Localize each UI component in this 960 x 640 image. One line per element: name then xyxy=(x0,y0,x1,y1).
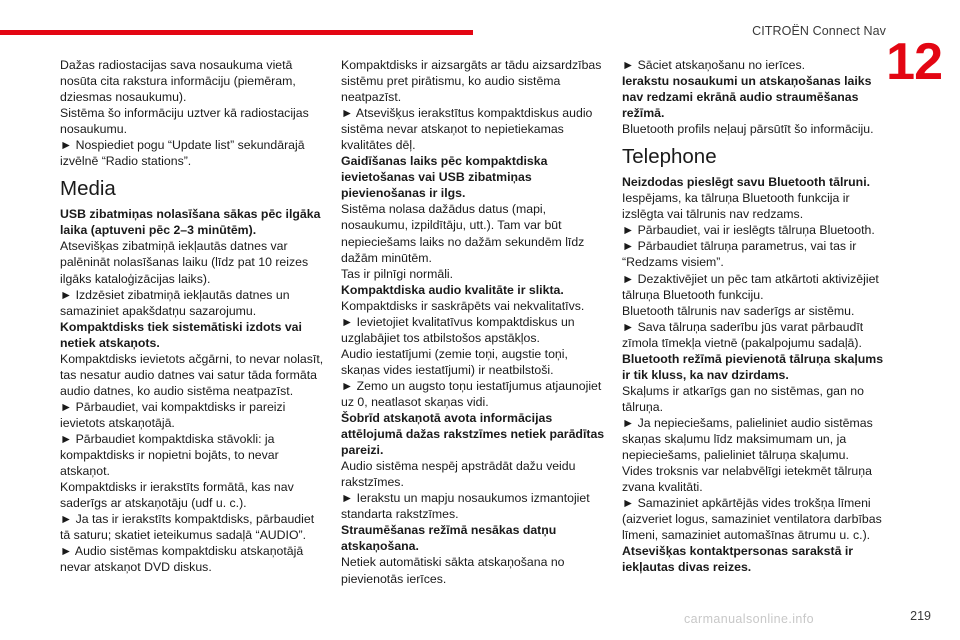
text-line: Kompaktdisks ir ierakstīts formātā, kas nav xyxy=(60,480,294,495)
text-line: palēnināt nolasīšanas laiku (līdz pat 10 reizes xyxy=(60,255,309,270)
text-column-1 xyxy=(60,57,325,575)
text-line: dziesmas nosaukumu). xyxy=(60,90,187,105)
watermark: carmanualsonline.info xyxy=(684,612,815,626)
bold-text-line: Straumēšanas režīmā nesākas datņu xyxy=(341,523,557,538)
text-line: Tas ir pilnīgi normāli. xyxy=(341,266,454,281)
text-line: ► Pārbaudiet tālruņa parametrus, vai tas ir xyxy=(622,239,857,254)
text-line: līmeni, samaziniet automašīnas ātrumu u. c.). xyxy=(622,528,871,543)
text-line: Vides troksnis var nelabvēlīgi ietekmēt tālruņa xyxy=(622,464,872,479)
text-line: Kompaktdisks ievietots ačgārni, to nevar nolasīt, xyxy=(60,351,324,366)
text-line: ► Zemo un augsto toņu iestatījumus atjaunojiet xyxy=(341,378,602,393)
text-line: Audio sistēma nespēj apstrādāt dažu veidu xyxy=(341,459,576,474)
text-column-2 xyxy=(341,57,606,587)
text-line: Kompaktdisks ir aizsargāts ar tādu aizsardzības xyxy=(341,58,602,72)
text-line: izvēlnē “Radio stations”. xyxy=(60,154,192,169)
top-accent-rule xyxy=(0,30,473,35)
text-line: sistēmu pret pirātismu, ko audio sistēma xyxy=(341,74,561,89)
text-line: ► Nospiediet pogu “Update list” sekundārajā xyxy=(60,138,305,153)
section-heading: Telephone xyxy=(622,145,717,169)
text-line: ► Ierakstu un mapju nosaukumos izmantojiet xyxy=(341,491,590,506)
text-line: tālruņa Bluetooth funkciju. xyxy=(622,287,764,302)
text-line: nepieciešams, palieliniet tālruņa skaļumu. xyxy=(622,448,849,463)
text-line: Dažas radiostacijas sava nosaukuma vietā xyxy=(60,58,293,72)
text-line: standarta rakstzīmes. xyxy=(341,507,459,522)
text-line: Skaļums ir atkarīgs gan no sistēmas, gan no xyxy=(622,383,864,398)
text-line: neatpazīst. xyxy=(341,90,402,105)
bold-text-line: Ierakstu nosaukumi un atskaņošanas laiks xyxy=(622,74,872,89)
bold-text-line: Kompaktdisks tiek sistemātiski izdots vai xyxy=(60,319,302,334)
text-line: nosaukumu. xyxy=(60,122,127,137)
chapter-number: 12 xyxy=(886,33,942,91)
text-line: skaņas skaļumu līdz maksimumam un, ja xyxy=(622,431,847,446)
text-line: audio datnes, ko audio sistēma neatpazīst. xyxy=(60,383,294,398)
text-line: Audio iestatījumi (zemie toņi, augstie toņi, xyxy=(341,346,568,361)
text-line: nosūta cita rakstura informāciju (piemēram, xyxy=(60,74,296,89)
text-line: ► Izdzēsiet zibatmiņā iekļautās datnes un xyxy=(60,287,290,302)
text-line: ► Samaziniet apkārtējās vides trokšņa līmeni xyxy=(622,496,871,511)
text-line: Sistēma šo informāciju uztver kā radiostacijas xyxy=(60,106,309,121)
text-line: kvalitātes dēļ. xyxy=(341,138,416,153)
text-line: (aizveriet logus, samaziniet ventilatora darbības xyxy=(622,512,882,527)
bold-text-line: ievietošanas vai USB zibatmiņas xyxy=(341,170,532,185)
text-column-3 xyxy=(622,57,892,575)
text-line: samaziniet apakšdatņu sazarojumu. xyxy=(60,303,257,318)
text-line: pievienotās ierīces. xyxy=(341,571,447,586)
bold-text-line: režīmā. xyxy=(622,106,665,121)
text-line: ► Audio sistēmas kompaktdisku atskaņotājā xyxy=(60,544,304,559)
text-line: Sistēma nolasa dažādus datus (mapi, xyxy=(341,202,547,217)
running-head: CITROËN Connect Nav xyxy=(752,24,886,38)
text-line: ► Sāciet atskaņošanu no ierīces. xyxy=(622,58,806,72)
bold-text-line: USB zibatmiņas nolasīšana sākas pēc ilgāka xyxy=(60,207,321,222)
bold-text-line: Bluetooth režīmā pievienotā tālruņa skaļums xyxy=(622,351,884,366)
text-line: tas nesatur audio datnes vai satur tāda formāta xyxy=(60,367,318,382)
bold-text-line: Neizdodas pieslēgt savu Bluetooth tālruni. xyxy=(622,175,871,190)
text-line: tālruņa. xyxy=(622,399,664,414)
text-line: ► Ja nepieciešams, palieliniet audio sistēmas xyxy=(622,415,873,430)
text-line: ► Atsevišķus ierakstītus kompaktdiskus audio xyxy=(341,106,593,121)
text-line: Kompaktdisks ir saskrāpēts vai nekvalitatīvs. xyxy=(341,298,585,313)
text-line: ► Sava tālruņa saderību jūs varat pārbaudīt xyxy=(622,319,864,334)
text-line: sistēma nevar atskaņot to nepietiekamas xyxy=(341,122,564,137)
bold-text-line: netiek atskaņots. xyxy=(60,335,160,350)
text-line: “Redzams visiem”. xyxy=(622,255,724,270)
text-line: Bluetooth profils neļauj pārsūtīt šo informāciju. xyxy=(622,122,874,137)
text-line: ► Ja tas ir ierakstīts kompaktdisks, pārbaudiet xyxy=(60,512,315,527)
text-line: ► Pārbaudiet, vai ir ieslēgts tālruņa Bluetooth. xyxy=(622,223,875,238)
bold-text-line: Gaidīšanas laiks pēc kompaktdiska xyxy=(341,154,548,169)
text-line: izslēgta vai tālrunis nav redzams. xyxy=(622,207,804,222)
bold-text-line: Atsevišķas kontaktpersonas sarakstā ir xyxy=(622,544,854,559)
bold-text-line: pareizi. xyxy=(341,443,384,458)
text-line: ilgāks kataloģizācijas laiks). xyxy=(60,271,211,286)
bold-text-line: atskaņošana. xyxy=(341,539,419,554)
text-line: tā saturu; skatiet ieteikumus sadaļā “AUDIO”. xyxy=(60,528,307,543)
bold-text-line: attēlojumā dažas rakstzīmes netiek parādītas xyxy=(341,427,605,442)
bold-text-line: laika (aptuveni pēc 2–3 minūtēm). xyxy=(60,223,257,238)
text-line: Bluetooth tālrunis nav saderīgs ar sistēmu. xyxy=(622,303,855,318)
section-heading: Media xyxy=(60,177,116,201)
text-line: ievietots atskaņotājā. xyxy=(60,415,175,430)
text-line: atskaņot. xyxy=(60,464,110,479)
text-line: Atsevišķas zibatmiņā iekļautās datnes var xyxy=(60,239,288,254)
bold-text-line: nav redzami ekrānā audio straumēšanas xyxy=(622,90,859,105)
text-line: skaņas vides iestatījumi) ir neatbilstoši. xyxy=(341,362,554,377)
text-line: uz 0, neatlasot skaņas vidi. xyxy=(341,394,489,409)
text-line: nevar atskaņot DVD diskus. xyxy=(60,560,212,575)
text-line: zīmola tīmekļa vietnē (pakalpojumu sadaļā). xyxy=(622,335,862,350)
text-line: ► Pārbaudiet kompaktdiska stāvokli: ja xyxy=(60,431,275,446)
text-line: ► Ievietojiet kvalitatīvus kompaktdiskus un xyxy=(341,314,575,329)
text-line: saderīgs ar atskaņotāju (udf u. c.). xyxy=(60,496,247,511)
text-line: dažām minūtēm. xyxy=(341,250,432,265)
bold-text-line: iekļautas divas reizes. xyxy=(622,560,752,575)
bold-text-line: Šobrīd atskaņotā avota informācijas xyxy=(341,411,553,426)
text-line: zvana kvalitāti. xyxy=(622,480,703,495)
text-line: uzglabājiet tos atbilstošos apstākļos. xyxy=(341,330,540,345)
text-line: kompaktdisks ir nopietni bojāts, to nevar xyxy=(60,448,279,463)
text-line: Iespējams, ka tālruņa Bluetooth funkcija ir xyxy=(622,191,850,206)
text-line: rakstzīmes. xyxy=(341,475,404,490)
text-line: nepieciešams laiks no dažām sekundēm līdz xyxy=(341,234,585,249)
text-line: nosaukumu, izpildītāju, utt.). Tam var būt xyxy=(341,218,562,233)
bold-text-line: pievienošanas ir ilgs. xyxy=(341,186,466,201)
text-line: ► Dezaktivējiet un pēc tam atkārtoti aktivizējiet xyxy=(622,271,879,286)
text-line: Netiek automātiski sākta atskaņošana no xyxy=(341,555,565,570)
page-number: 219 xyxy=(910,609,931,623)
text-line: ► Pārbaudiet, vai kompaktdisks ir pareizi xyxy=(60,399,286,414)
bold-text-line: Kompaktdiska audio kvalitāte ir slikta. xyxy=(341,282,564,297)
bold-text-line: ir tik kluss, ka nav dzirdams. xyxy=(622,367,789,382)
